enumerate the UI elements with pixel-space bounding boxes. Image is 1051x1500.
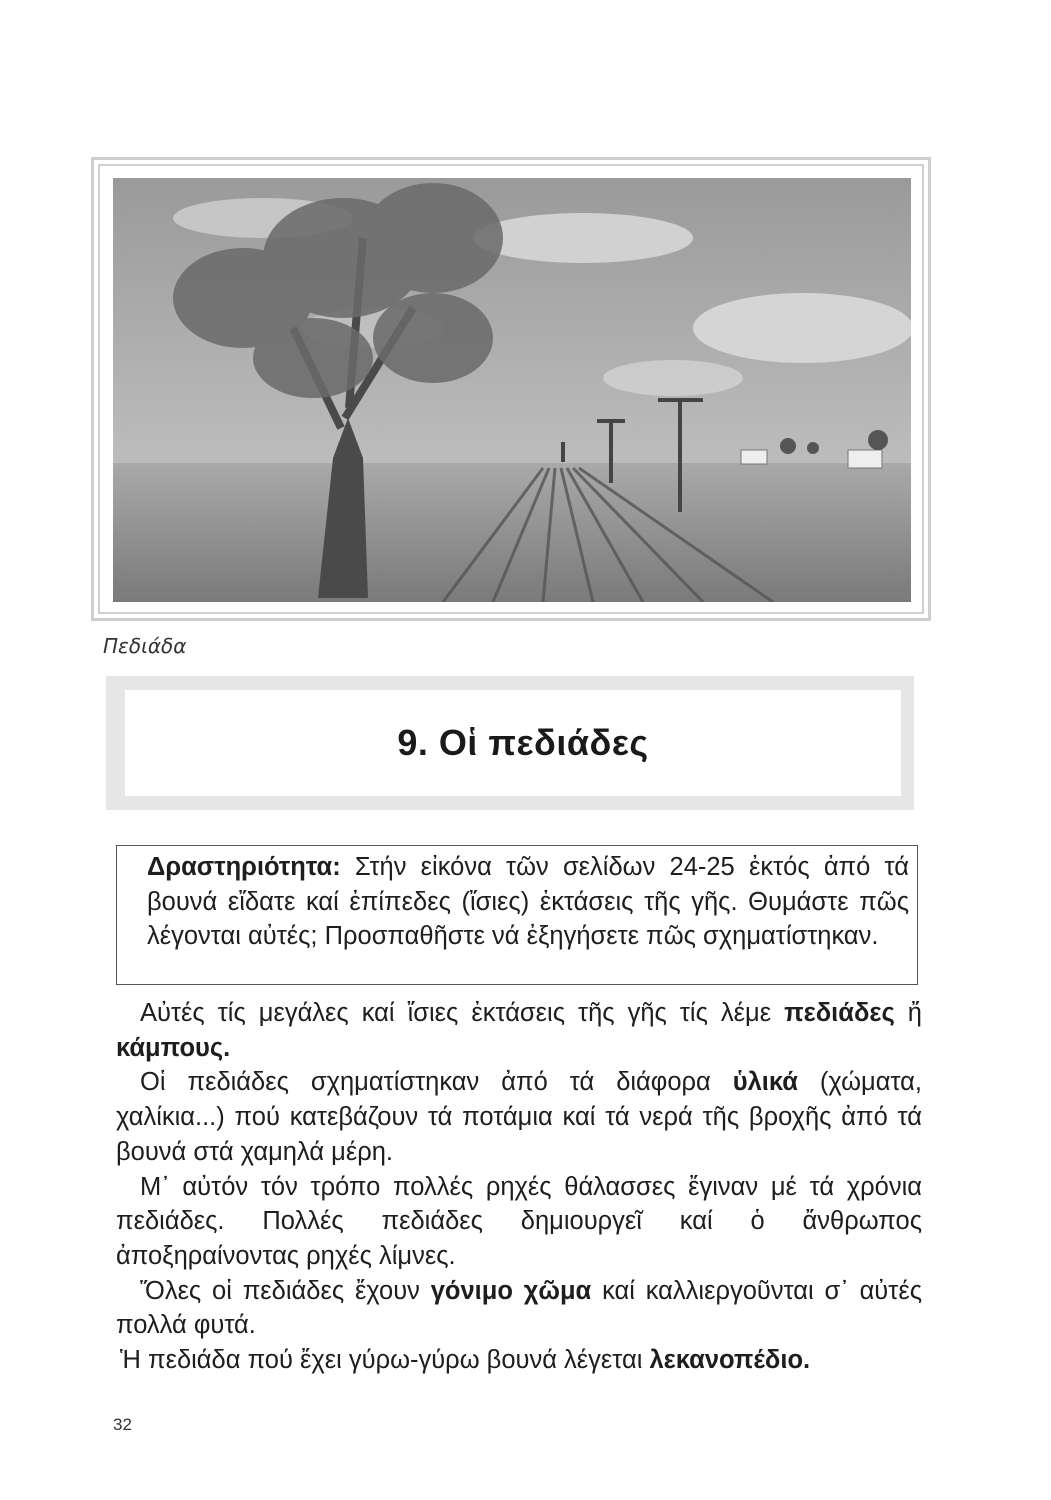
page-number: 32 bbox=[113, 1415, 132, 1434]
term-pediades: πεδιάδες bbox=[784, 999, 895, 1027]
term-gonimo-xoma: γόνιμο χῶμα bbox=[430, 1276, 592, 1305]
term-ylika: ὑλικά bbox=[732, 1068, 798, 1097]
figure-caption: Πεδιάδα bbox=[103, 634, 187, 658]
body-text bbox=[116, 996, 922, 1378]
chapter-title: 9. Οἱ πεδιάδες bbox=[397, 722, 649, 763]
p1-conj: ἤ bbox=[894, 999, 922, 1027]
p2-text: Οἱ πεδιάδες σχηματίστηκαν ἀπό τά διάφορα bbox=[140, 1068, 733, 1097]
paragraph-3 bbox=[116, 1170, 922, 1274]
activity-text bbox=[147, 850, 909, 954]
figure-illustration bbox=[98, 164, 924, 614]
p5-text: Ἡ πεδιάδα πού ἔχει γύρω-γύρω βουνά λέγεται bbox=[120, 1346, 650, 1375]
term-kampous: κάμπους. bbox=[116, 1033, 231, 1062]
paragraph-4 bbox=[116, 1274, 922, 1343]
p4-rest: καί καλλιεργοῦνται σ᾿ αὐτές πολλά φυτά. bbox=[116, 1276, 922, 1340]
p4-text: Ὅλες οἱ πεδιάδες ἔχουν bbox=[140, 1276, 431, 1305]
p1-text: Αὐτές τίς μεγάλες καί ἴσιες ἐκτάσεις τῆς γῆς τίς λέμε bbox=[140, 999, 785, 1027]
paragraph-5 bbox=[116, 1343, 922, 1378]
activity-body: Στήν εἰκόνα τῶν σελίδων 24-25 ἐκτός ἀπό τά βουνά εἴδατε καί ἐπίπεδες (ἴσιες) ἐκτάσεις τῆς γῆς. Θυμάστε πῶς λέγονται αὐτές; Προσπαθῆστε νά ἐξηγήσετε πῶς σχηματίστηκαν. bbox=[147, 853, 909, 950]
term-lekanopedio: λεκανοπέδιο. bbox=[649, 1346, 811, 1375]
activity-label: Δραστηριότητα: bbox=[147, 853, 341, 881]
p3-text: Μ᾿ αὐτόν τόν τρόπο πολλές ρηχές θάλασσες ἔγιναν μέ τά χρόνια πεδιάδες. Πολλές πεδιάδες δημιουργεῖ καί ὁ ἄνθρωπος ἀποξηραίνοντας ρηχές λίμνες. bbox=[116, 1172, 922, 1270]
paragraph-1 bbox=[116, 996, 922, 1065]
plain-illustration bbox=[113, 178, 911, 602]
p2-rest: (χώματα, χαλίκια...) πού κατεβάζουν τά ποτάμια καί τά νερά τῆς βροχῆς ἀπό τά βουνά στά χαμηλά μέρη. bbox=[116, 1068, 922, 1166]
paragraph-2 bbox=[116, 1065, 922, 1169]
